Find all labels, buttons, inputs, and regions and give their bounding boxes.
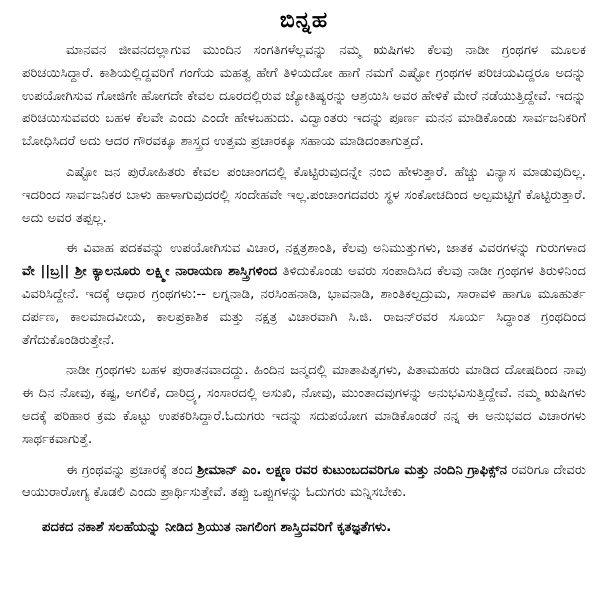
paragraph-2-text: ಎಷ್ಟೋ ಜನ ಪುರೋಹಿತರು ಕೇವಲ ಪಂಚಾಂಗದಲ್ಲಿ ಕೊಟ್ಟಿರುವುದನ್ನೇ ನಂಬಿ ಹೇಳುತ್ತಾರೆ. ಹೆಚ್ಚು ವಿನ್ಯಾಸ ಮಾಡುವುದಿಲ್ಲ. ಇದರಿಂದ ಸಾರ್ವಜನಿಕರ ಬಾಳು ಹಾಳಾಗುವುದರಲ್ಲಿ ಸಂದೇಹವೇ ಇಲ್ಲ.ಪಂಚಾಂಗದವರು ಸ್ಥಳ ಸಂಕೋಚದಿಂದ ಅಲ್ಪಮಟ್ಟಿಗೆ ಕೊಟ್ಟಿರುತ್ತಾರೆ. ಅದು ಅವರ ತಪ್ಪಲ್ಲ. [22,164,586,226]
paragraph-3 [22,238,586,352]
guru-name: ವೇ ||ಬ್ರ|| ಶ್ರೀ ಕ್ಯಾಲನೂರು ಲಕ್ಷ್ಮೀ ನಾರಾಯಣ ಶಾಸ್ತ್ರಿಗಳಿಂದ [22,264,278,280]
paragraph-1-text: ಮಾನವನ ಜೀವನದಲ್ಲಾಗುವ ಮುಂದಿನ ಸಂಗತಿಗಳೆಲ್ಲವನ್ನು ನಮ್ಮ ಋಷಿಗಳು ಕೆಲವು ನಾಡೀ ಗ್ರಂಥಗಳ ಮೂಲಕ ಪರಿಚಯಿಸಿದ್ದಾರೆ. ಕಾಶಿಯಲ್ಲಿದ್ದವರಿಗೆ ಗಂಗೆಯ ಮಹತ್ವ ಹೇಗೆ ತಿಳಿಯದೋ ಹಾಗೆ ನಮಗೆ ಎಷ್ಟೋ ಗ್ರಂಥಗಳ ಪರಿಚಯವಿದ್ದರೂ ಅದನ್ನು ಉಪಯೋಗಿಸುವ ಗೋಜಿಗೇ ಹೋಗದೇ ಕೇವಲ ದೂರದಲ್ಲಿರುವ ಜ್ಯೋತಿಷ್ಯರನ್ನು ಆಶ್ರಯಿಸಿ ಅವರ ಹೇಳಿಕೆ ಮೇರೆ ನಡೆಯುತ್ತಿದ್ದೇವೆ. ಇದನ್ನು ಪರಿಚಯಿಸುವವರು ಬಹಳ ಕೆಲವೇ ಎಂದು ಎಂದೇ ಹೇಳಬಹುದು. ವಿದ್ವಾಂತರು ಇದನ್ನು ಪೂರ್ಣ ಮನನ ಮಾಡಿಕೊಂಡು ಸಾರ್ವಜನಿಕರಿಗೆ ಬೋಧಿಸಿದರೆ ಅದು ಆದರ ಗೌರವಕ್ಕೂ ಶಾಸ್ತ್ರದ ಉತ್ತಮ ಪ್ರಚಾರಕ್ಕೂ ಸಹಾಯ ಮಾಡಿದಂತಾಗುತ್ತದೆ. [22,43,586,150]
paragraph-3-text-before: ಈ ವಿವಾಹ ಪದಕವನ್ನು ಉಪಯೋಗಿಸುವ ವಿಚಾರ, ನಕ್ಷತ್ರಶಾಂತಿ, ಕೆಲವು ಅನಿಮುತ್ತುಗಳು, ಜಾತಕ ವಿವರಗಳನ್ನು ಗುರುಗಳಾದ [66,241,586,257]
paragraph-5-text-after: ರವರಿಗೂ ದೇವರು ಆಯುರಾರೋಗ್ಯ ಕೊಡಲಿ ಎಂದು ಪ್ರಾರ್ಥಿಸುತ್ತೇವೆ. ತಪ್ಪು ಒಪ್ಪುಗಳನ್ನು ಓದುಗರು ಮನ್ನಿಸಬೇಕು. [22,462,586,501]
publisher-name: ಶ್ರೀಮಾನ್ ಎಂ. ಲಕ್ಷ್ಮಣ ರವರ ಕುಟುಂಬದವರಿಗೂ ಮತ್ತು ನಂದಿನಿ ಗ್ರಾಫಿಕ್ಸ್‌ನ [197,462,508,478]
paragraph-4 [22,360,586,451]
paragraph-2 [22,162,586,230]
paragraph-4-text: ನಾಡೀ ಗ್ರಂಥಗಳು ಬಹಳ ಪುರಾತನವಾದದ್ದು. ಹಿಂದಿನ ಜನ್ಮದಲ್ಲಿ ಮಾತಾಪಿತೃಗಳು, ಪಿತಾಮಹರು ಮಾಡಿದ ದೋಷದಿಂದ ನಾವು ಈ ದಿನ ನೋವು, ಕಷ್ಟ, ಅಗಲಿಕೆ, ದಾರಿದ್ರ್ಯ, ಸಂಸಾರದಲ್ಲಿ ಅಸುಖಿ, ನೋವು, ಮುಂತಾದವುಗಳನ್ನು ಅನುಭವಿಸುತ್ತಿದ್ದೇವೆ. ನಮ್ಮ ಋಷಿಗಳು ಅದಕ್ಕೆ ಪರಿಹಾರ ಕ್ರಮ ಕೊಟ್ಟು ಉಪಕರಿಸಿದ್ದಾರೆ.ಓದುಗರು ಇದನ್ನು ಸದುಪಯೋಗ ಮಾಡಿಕೊಂಡರೆ ನನ್ನ ಈ ಅನುಭವದ ವಿಚಾರಗಳು ಸಾರ್ಥಕವಾಗುತ್ತೆ. [22,363,586,447]
page-title: ಬಿನ್ನಹ [279,8,329,33]
paragraph-3-text-after: ತಿಳಿದುಕೊಂಡು ಅವರು ಸಂಪಾದಿಸಿದ ಕೆಲವು ನಾಡೀ ಗ್ರಂಥಗಳ ತಿರುಳಿನಿಂದ ವಿವರಿಸಿದ್ದೇನೆ. ಇದಕ್ಕೆ ಆಧಾರ ಗ್ರಂಥಗಳು:-- ಲಗ್ನನಾಡಿ, ನರಸಿಂಹನಾಡಿ, ಭಾವನಾಡಿ, ಶಾಂತಿಕಲ್ಪದ್ರುಮ, ಸಾರಾವಳಿ ಹಾಗೂ ಮೂಹುರ್ತ ದರ್ಪಣ, ಕಾಲಮಾದವೀಯ, ಕಾಲಪ್ರಕಾಶಿಕ ಮತ್ತು ನಕ್ಷತ್ರ ವಿಚಾರವಾಗಿ ಸಿ.ಜಿ. ರಾಜನ್‌ರವರ ಸೂರ್ಯ ಸಿದ್ಧಾಂತ ಗ್ರಂಥದಿಂದ ತೆಗೆದುಕೊಂಡಿರುತ್ತೇನೆ. [22,264,586,348]
paragraph-5-text-before: ಈ ಗ್ರಂಥವನ್ನು ಪ್ರಚಾರಕ್ಕೆ ತಂದ [66,462,198,478]
paragraph-1 [22,40,586,154]
closing-acknowledgement: ಪದಕದ ನಕಾಶೆ ಸಲಹೆಯನ್ನು ನೀಡಿದ ಶ್ರಿಯುತ ನಾಗಲಿಂಗ ಶಾಸ್ತ್ರಿದವರಿಗೆ ಕೃತಜ್ಞತೆಗಳು. [42,520,392,536]
paragraph-5 [22,460,586,506]
